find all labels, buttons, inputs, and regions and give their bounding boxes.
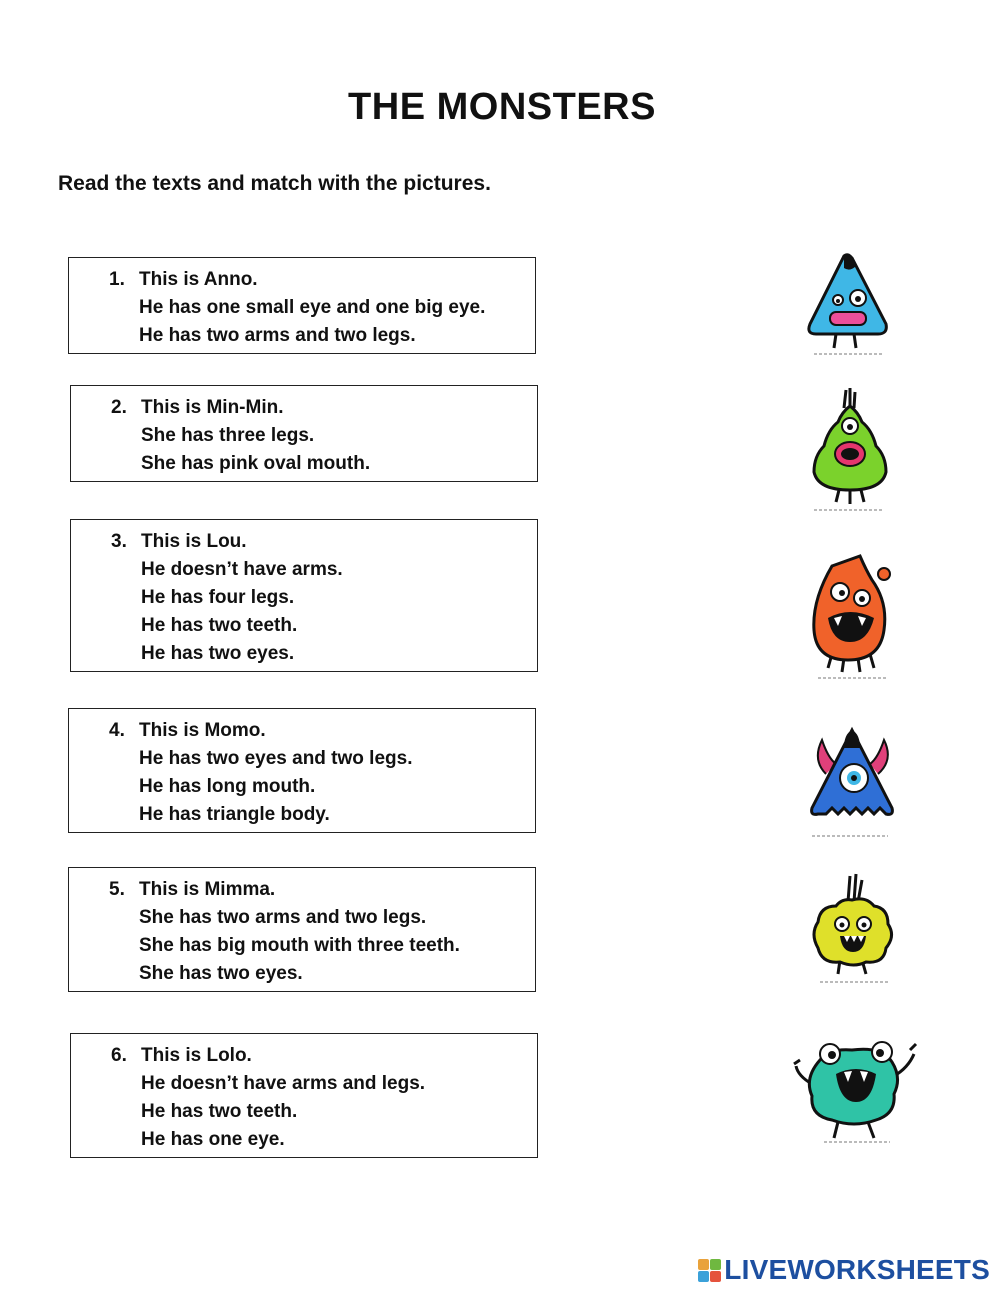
text-box-1 <box>68 257 536 354</box>
item-line: She has big mouth with three teeth. <box>139 935 460 956</box>
brand-text: LIVEWORKSHEETS <box>724 1254 990 1285</box>
blue-horned-monster-icon[interactable] <box>802 724 904 844</box>
item-line: He has four legs. <box>141 587 295 608</box>
instruction-text: Read the texts and match with the pictures. <box>58 172 491 195</box>
green-spiky-monster-icon[interactable] <box>800 386 900 518</box>
logo-blocks-icon <box>698 1259 721 1282</box>
blue-triangle-monster-icon[interactable] <box>800 250 900 360</box>
item-number: 5. <box>109 879 125 900</box>
text-box-4 <box>68 708 536 833</box>
item-line: He has two teeth. <box>141 615 298 636</box>
item-line: He has two eyes. <box>141 643 295 664</box>
item-line: This is Mimma. <box>139 879 276 900</box>
worksheet-title: THE MONSTERS <box>348 86 656 128</box>
item-number: 4. <box>109 720 125 741</box>
item-line: He has one eye. <box>141 1129 285 1150</box>
item-number: 6. <box>111 1045 127 1066</box>
orange-drop-monster-icon[interactable] <box>802 550 900 686</box>
item-number: 2. <box>111 397 127 418</box>
text-box-3 <box>70 519 538 672</box>
text-box-2 <box>70 385 538 482</box>
item-line: She has pink oval mouth. <box>141 453 371 474</box>
text-box-6 <box>70 1033 538 1158</box>
item-line: She has three legs. <box>141 425 315 446</box>
item-line: She has two arms and two legs. <box>139 907 427 928</box>
item-line: He has long mouth. <box>139 776 316 797</box>
liveworksheets-logo[interactable] <box>698 1253 990 1287</box>
item-line: He doesn’t have arms. <box>141 559 343 580</box>
item-line: She has two eyes. <box>139 963 303 984</box>
item-line: This is Lou. <box>141 531 247 552</box>
item-line: He has two arms and two legs. <box>139 325 416 346</box>
item-line: He has two teeth. <box>141 1101 298 1122</box>
item-number: 3. <box>111 531 127 552</box>
item-line: He has triangle body. <box>139 804 330 825</box>
item-number: 1. <box>109 269 125 290</box>
item-line: He has two eyes and two legs. <box>139 748 413 769</box>
text-box-5 <box>68 867 536 992</box>
item-line: He has one small eye and one big eye. <box>139 297 486 318</box>
item-line: This is Min-Min. <box>141 397 284 418</box>
item-line: He doesn’t have arms and legs. <box>141 1073 426 1094</box>
yellow-fuzzy-monster-icon[interactable] <box>804 872 902 990</box>
item-line: This is Lolo. <box>141 1045 252 1066</box>
item-line: This is Anno. <box>139 269 258 290</box>
item-line: This is Momo. <box>139 720 266 741</box>
teal-furry-monster-icon[interactable] <box>790 1030 920 1146</box>
